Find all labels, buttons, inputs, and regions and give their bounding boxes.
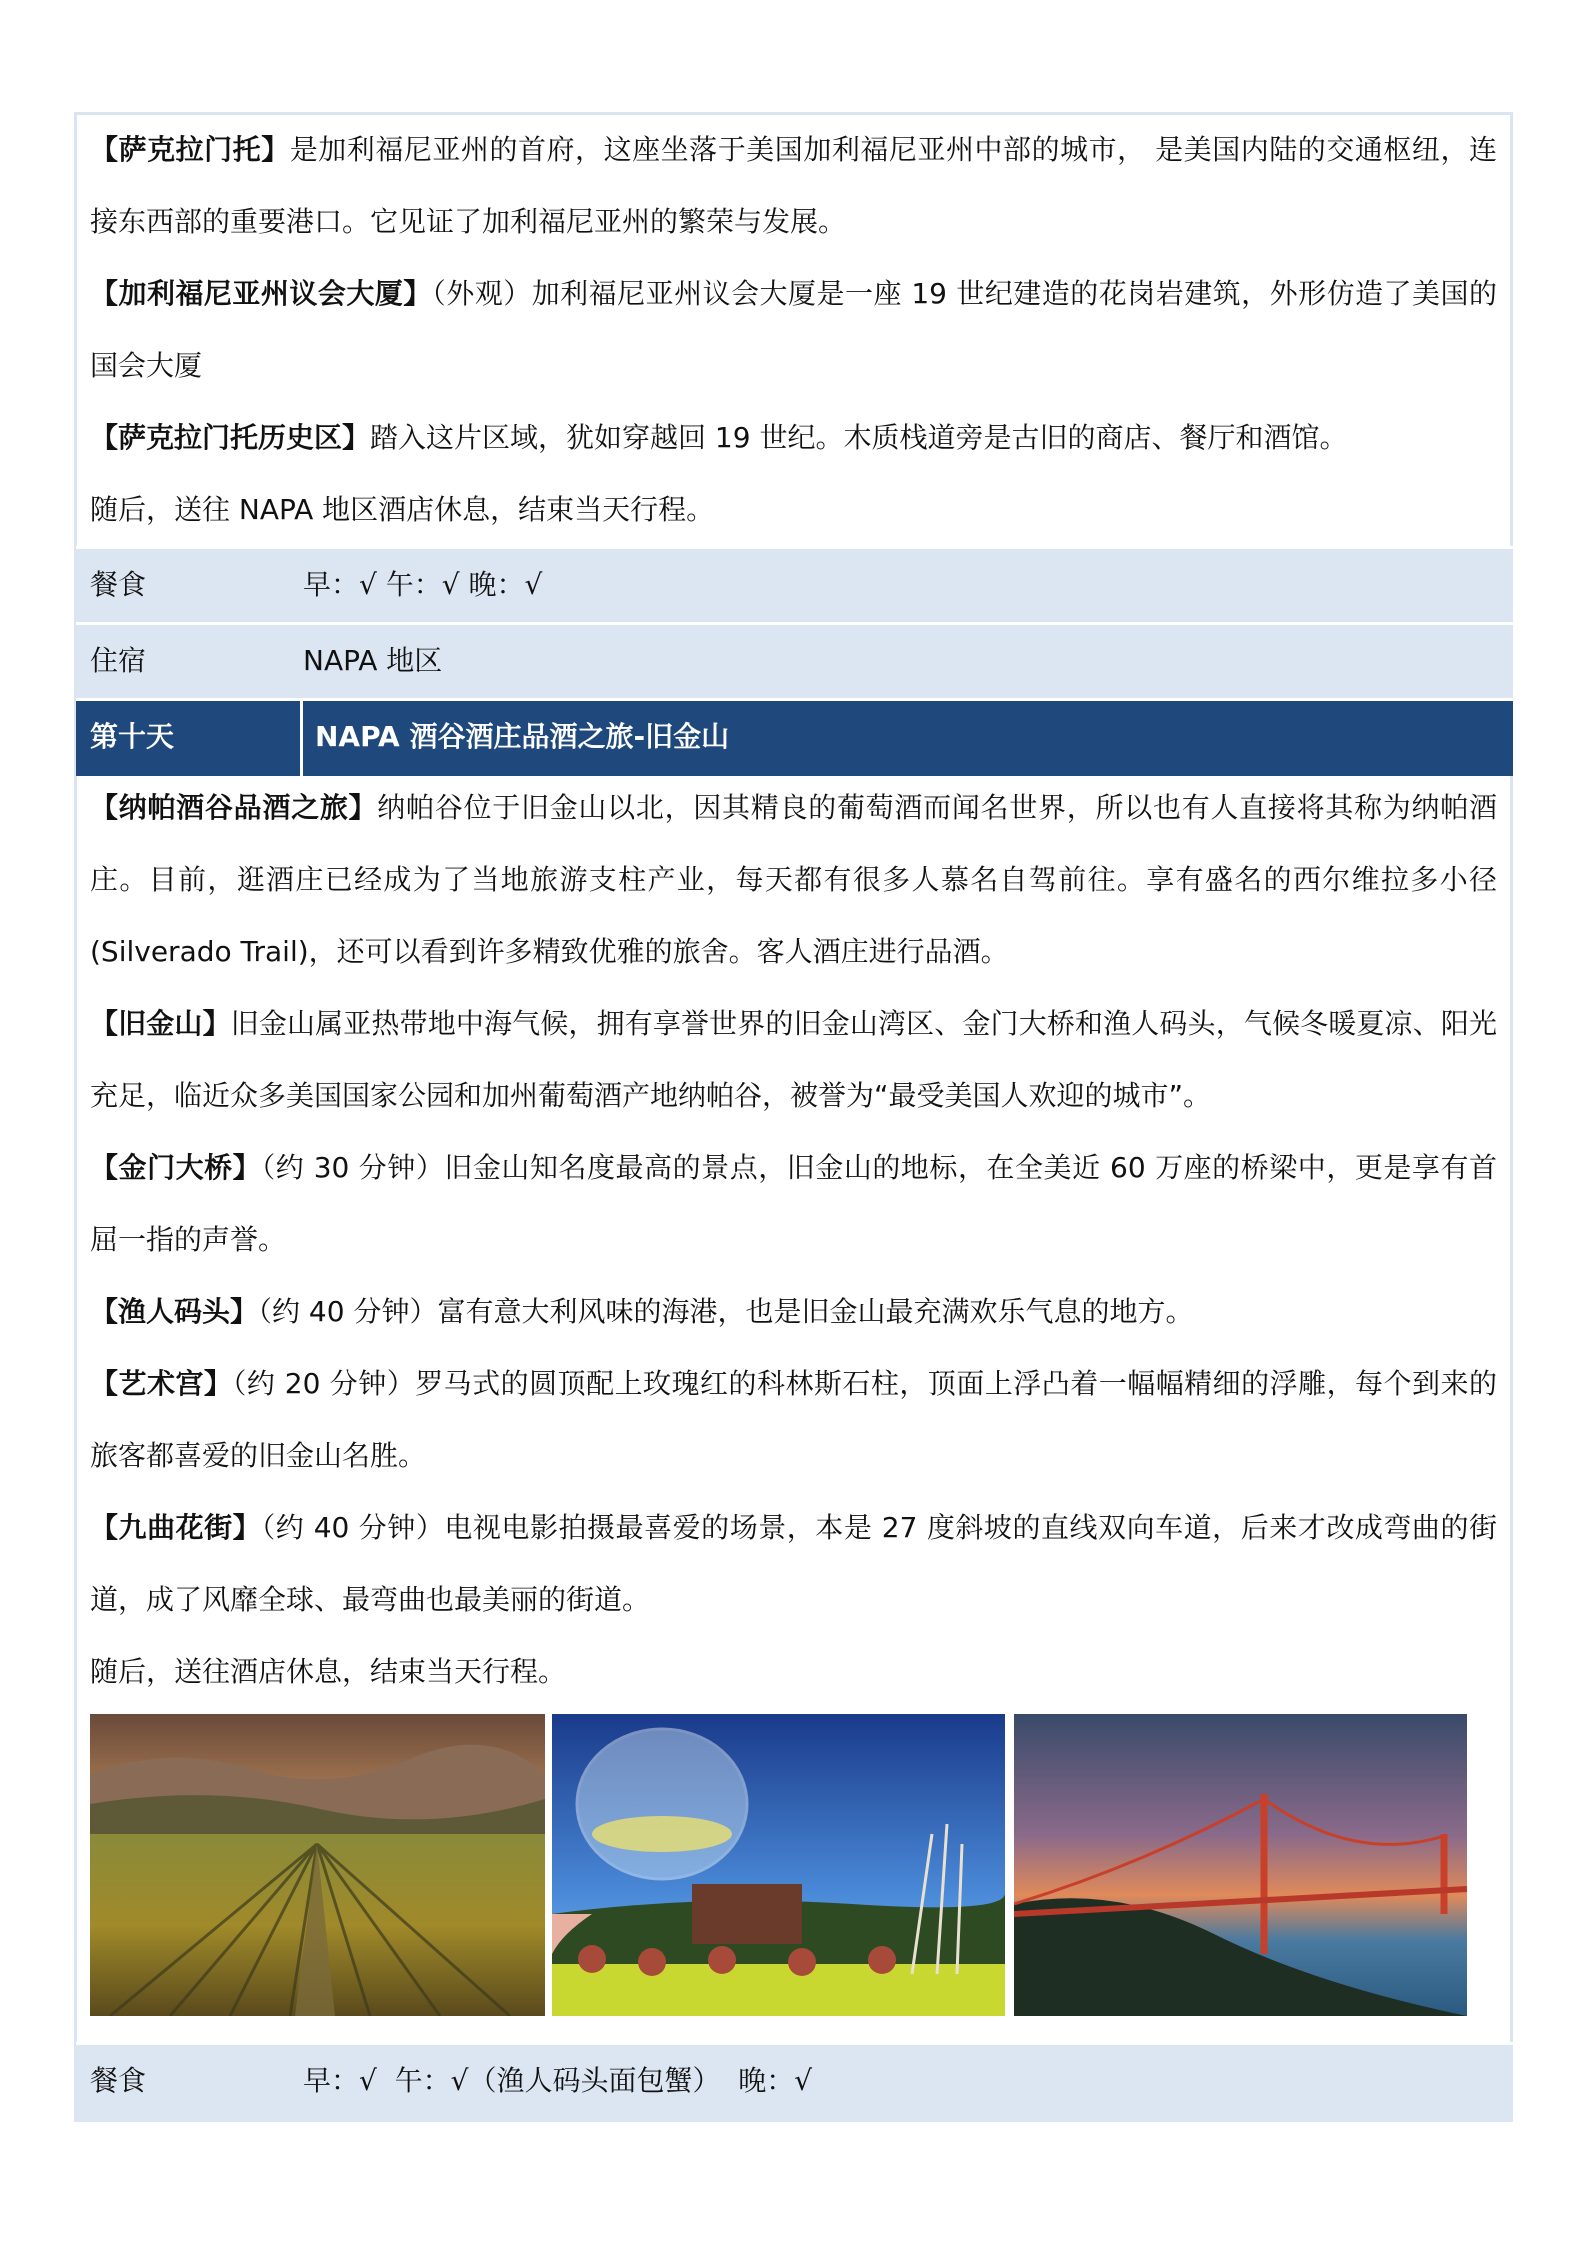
paragraph-napa [90,772,1497,988]
paragraph-end [90,474,1497,546]
paragraph-fishermans-wharf [90,1276,1497,1348]
day9-meals-row [76,546,1513,622]
day-title: NAPA 酒谷酒庄品酒之旅-旧金山 [315,720,730,753]
photo-strip [90,1714,1470,2016]
day9-hotel-row [76,622,1513,698]
para-text: 是加利福尼亚州的首府，这座坐落于美国加利福尼亚州中部的城市， 是美国内陆的交通枢纽，连接东西部的重要港口。它见证了加利福尼亚州的繁荣与发展。 [90,133,1497,238]
paragraph-end [90,1636,1497,1708]
paragraph-capitol [90,258,1497,402]
para-text: 踏入这片区域，犹如穿越回 19 世纪。木质栈道旁是古旧的商店、餐厅和酒馆。 [370,421,1348,454]
para-text: 随后，送往 NAPA 地区酒店休息，结束当天行程。 [90,493,715,526]
meals-label: 餐食 [90,2064,147,2097]
para-text: （约 20 分钟）罗马式的圆顶配上玫瑰红的科林斯石柱，顶面上浮凸着一幅幅精细的浮雕，每个到来的旅客都喜爱的旧金山名胜。 [90,1367,1497,1472]
para-heading: 【九曲花街】 [90,1511,262,1544]
para-heading: 【萨克拉门托】 [90,133,290,166]
para-heading: 【艺术宫】 [90,1367,233,1400]
paragraph-golden-gate [90,1132,1497,1276]
para-text: （约 30 分钟）旧金山知名度最高的景点，旧金山的地标，在全美近 60 万座的桥梁中，更是享有首屈一指的声誉。 [90,1151,1497,1256]
paragraph-sacramento [90,114,1497,258]
para-text: （外观）加利福尼亚州议会大厦是一座 19 世纪建造的花岗岩建筑，外形仿造了美国的国会大厦 [90,277,1497,382]
day10-meals-row [76,2042,1513,2120]
day9-description [76,114,1513,546]
day10-description [76,772,1513,1708]
vineyard-photo [90,1714,545,2016]
para-text: （约 40 分钟）电视电影拍摄最喜爱的场景，本是 27 度斜坡的直线双向车道，后来才改成弯曲的街道，成了风靡全球、最弯曲也最美丽的街道。 [90,1511,1497,1616]
meals-value: 早：√ 午：√ 晚：√ [303,568,543,601]
para-text: （约 40 分钟）富有意大利风味的海港，也是旧金山最充满欢乐气息的地方。 [258,1295,1194,1328]
para-heading: 【金门大桥】 [90,1151,262,1184]
golden-gate-bridge-photo [1014,1714,1467,2016]
para-text: 旧金山属亚热带地中海气候，拥有享誉世界的旧金山湾区、金门大桥和渔人码头，气候冬暖夏凉、阳光充足，临近众多美国国家公园和加州葡萄酒产地纳帕谷，被誉为“最受美国人欢迎的城市”。 [90,1007,1497,1112]
meals-label: 餐食 [90,568,147,601]
paragraph-old-sacramento [90,402,1497,474]
meals-value: 早：√ 午：√（渔人码头面包蟹） 晚：√ [303,2064,813,2097]
para-heading: 【加利福尼亚州议会大厦】 [90,277,432,310]
para-text: 随后，送往酒店休息，结束当天行程。 [90,1655,567,1688]
day-label: 第十天 [76,701,303,776]
day10-header [76,698,1513,776]
wine-tasting-photo [552,1714,1005,2016]
paragraph-san-francisco [90,988,1497,1132]
paragraph-palace-of-fine-arts [90,1348,1497,1492]
para-heading: 【萨克拉门托历史区】 [90,421,371,454]
para-heading: 【纳帕酒谷品酒之旅】 [90,791,378,824]
hotel-value: NAPA 地区 [303,644,443,677]
para-heading: 【渔人码头】 [90,1295,259,1328]
paragraph-lombard-street [90,1492,1497,1636]
hotel-label: 住宿 [90,644,147,677]
para-heading: 【旧金山】 [90,1007,231,1040]
para-text: 纳帕谷位于旧金山以北，因其精良的葡萄酒而闻名世界，所以也有人直接将其称为纳帕酒庄。目前，逛酒庄已经成为了当地旅游支柱产业，每天都有很多人慕名自驾前往。享有盛名的西尔维拉多小径(Silverado Trail)，还可以看到许多精致优雅的旅舍。客人酒庄进行品酒。 [90,791,1497,968]
